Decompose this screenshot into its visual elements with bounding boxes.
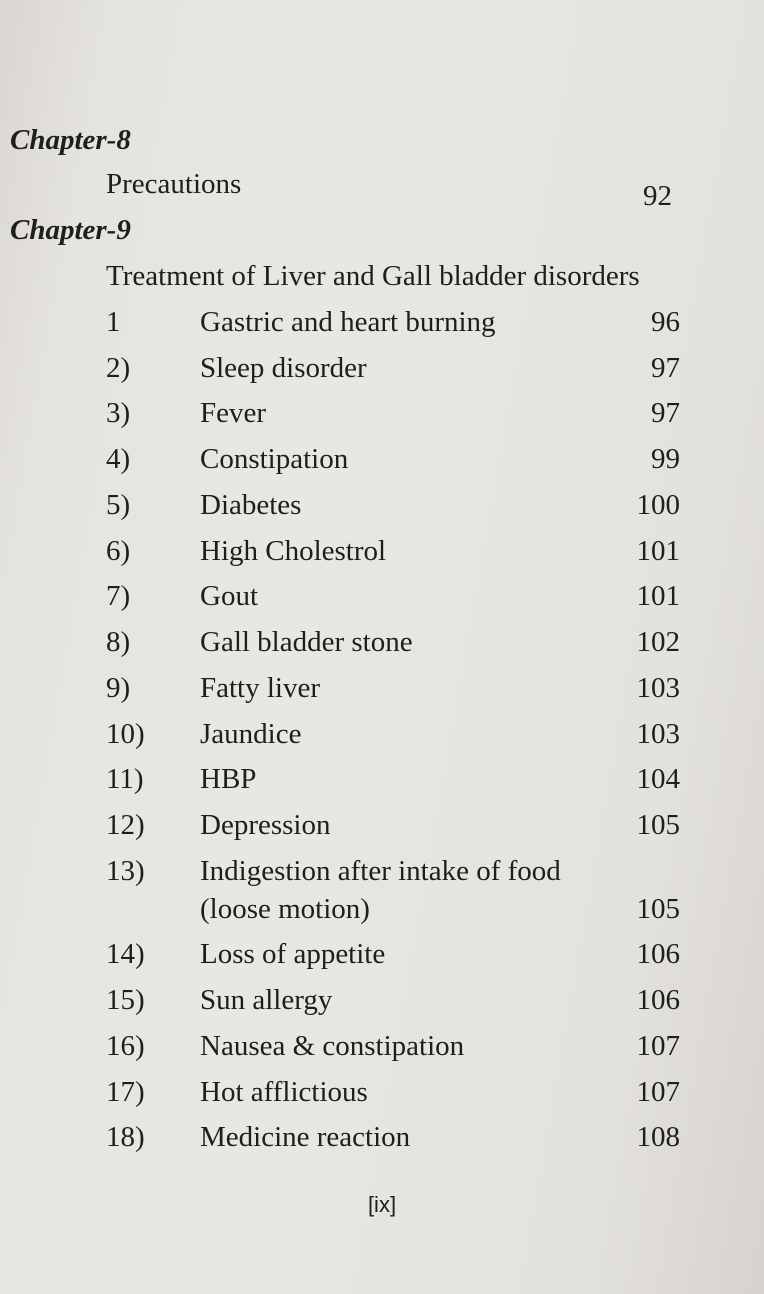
toc-entry bbox=[0, 397, 764, 437]
toc-entry bbox=[0, 984, 764, 1024]
toc-entry-number: 8) bbox=[106, 626, 131, 658]
toc-entry bbox=[0, 855, 764, 895]
toc-entry bbox=[0, 306, 764, 346]
toc-entry-page: 101 bbox=[636, 535, 680, 567]
chapter-8-item: Precautions bbox=[106, 168, 242, 200]
toc-entry-page: 100 bbox=[636, 489, 680, 521]
toc-entry bbox=[0, 443, 764, 483]
toc-entry-number: 10) bbox=[106, 718, 145, 750]
toc-entry-page: 101 bbox=[636, 580, 680, 612]
toc-entry-title: Fatty liver bbox=[200, 672, 321, 704]
toc-entry-number: 9) bbox=[106, 672, 131, 704]
toc-entry-number: 12) bbox=[106, 809, 145, 841]
toc-entry-title: High Cholestrol bbox=[200, 535, 387, 567]
toc-entry-page: 96 bbox=[651, 306, 680, 338]
toc-entry-title: Fever bbox=[200, 397, 267, 429]
toc-entry bbox=[0, 626, 764, 666]
toc-entry-page: 105 bbox=[636, 893, 680, 925]
toc-entry bbox=[0, 718, 764, 758]
toc-entry-number: 6) bbox=[106, 535, 131, 567]
toc-entry-page: 108 bbox=[636, 1121, 680, 1153]
toc-entry-title: Constipation bbox=[200, 443, 349, 475]
toc-entry-number: 15) bbox=[106, 984, 145, 1016]
toc-entry-number: 3) bbox=[106, 397, 131, 429]
toc-entry bbox=[0, 938, 764, 978]
toc-entry-title: Nausea & constipation bbox=[200, 1030, 465, 1062]
toc-entry-title: Loss of appetite bbox=[200, 938, 386, 970]
toc-entry-number: 7) bbox=[106, 580, 131, 612]
toc-entry-continuation bbox=[0, 893, 764, 933]
toc-entry-number: 16) bbox=[106, 1030, 145, 1062]
toc-entry-number: 17) bbox=[106, 1076, 145, 1108]
toc-entry-title: Gastric and heart burning bbox=[200, 306, 496, 338]
toc-entry-number: 13) bbox=[106, 855, 145, 887]
toc-entry-title: Sun allergy bbox=[200, 984, 333, 1016]
toc-entry-page: 105 bbox=[636, 809, 680, 841]
toc-entry bbox=[0, 489, 764, 529]
toc-entry bbox=[0, 352, 764, 392]
chapter-9-heading: Chapter-9 bbox=[10, 214, 131, 246]
toc-entry bbox=[0, 1121, 764, 1161]
toc-entry-number: 14) bbox=[106, 938, 145, 970]
toc-entry-page: 107 bbox=[636, 1030, 680, 1062]
toc-entry-title: Indigestion after intake of food bbox=[200, 855, 561, 887]
toc-entry-number: 5) bbox=[106, 489, 131, 521]
toc-entry bbox=[0, 535, 764, 575]
toc-entry-title: Sleep disorder bbox=[200, 352, 367, 384]
toc-entry-page: 107 bbox=[636, 1076, 680, 1108]
toc-entry-page: 97 bbox=[651, 352, 680, 384]
toc-entry-number: 2) bbox=[106, 352, 131, 384]
toc-entry bbox=[0, 809, 764, 849]
toc-entry bbox=[0, 1030, 764, 1070]
page-footer-number: [ix] bbox=[367, 1192, 397, 1217]
toc-entry-title: Diabetes bbox=[200, 489, 302, 521]
toc-entry-page: 106 bbox=[636, 938, 680, 970]
chapter-9-subtitle: Treatment of Liver and Gall bladder disorders bbox=[106, 260, 640, 292]
toc-entry-page: 99 bbox=[651, 443, 680, 475]
toc-entry-title: HBP bbox=[200, 763, 257, 795]
toc-entry-title: Jaundice bbox=[200, 718, 302, 750]
toc-entry-number: 4) bbox=[106, 443, 131, 475]
toc-entry-title: Gall bladder stone bbox=[200, 626, 413, 658]
toc-entry-page: 106 bbox=[636, 984, 680, 1016]
toc-entry-title-continued: (loose motion) bbox=[200, 893, 370, 925]
toc-entry-page: 104 bbox=[636, 763, 680, 795]
chapter-8-page-number: 92 bbox=[643, 180, 672, 212]
toc-entry-title: Depression bbox=[200, 809, 331, 841]
toc-entry-number: 11) bbox=[106, 763, 144, 795]
toc-entry-page: 102 bbox=[636, 626, 680, 658]
toc-entry-page: 103 bbox=[636, 718, 680, 750]
toc-entry-page: 103 bbox=[636, 672, 680, 704]
toc-entry-title: Gout bbox=[200, 580, 258, 612]
toc-entry bbox=[0, 1076, 764, 1116]
toc-entry bbox=[0, 672, 764, 712]
toc-entry bbox=[0, 580, 764, 620]
chapter-8-heading: Chapter-8 bbox=[10, 124, 131, 156]
toc-entry-page: 97 bbox=[651, 397, 680, 429]
toc-entry-title: Hot afflictious bbox=[200, 1076, 368, 1108]
toc-entry-title: Medicine reaction bbox=[200, 1121, 411, 1153]
toc-entry bbox=[0, 763, 764, 803]
toc-entry-number: 1 bbox=[106, 306, 121, 338]
toc-entry-number: 18) bbox=[106, 1121, 145, 1153]
